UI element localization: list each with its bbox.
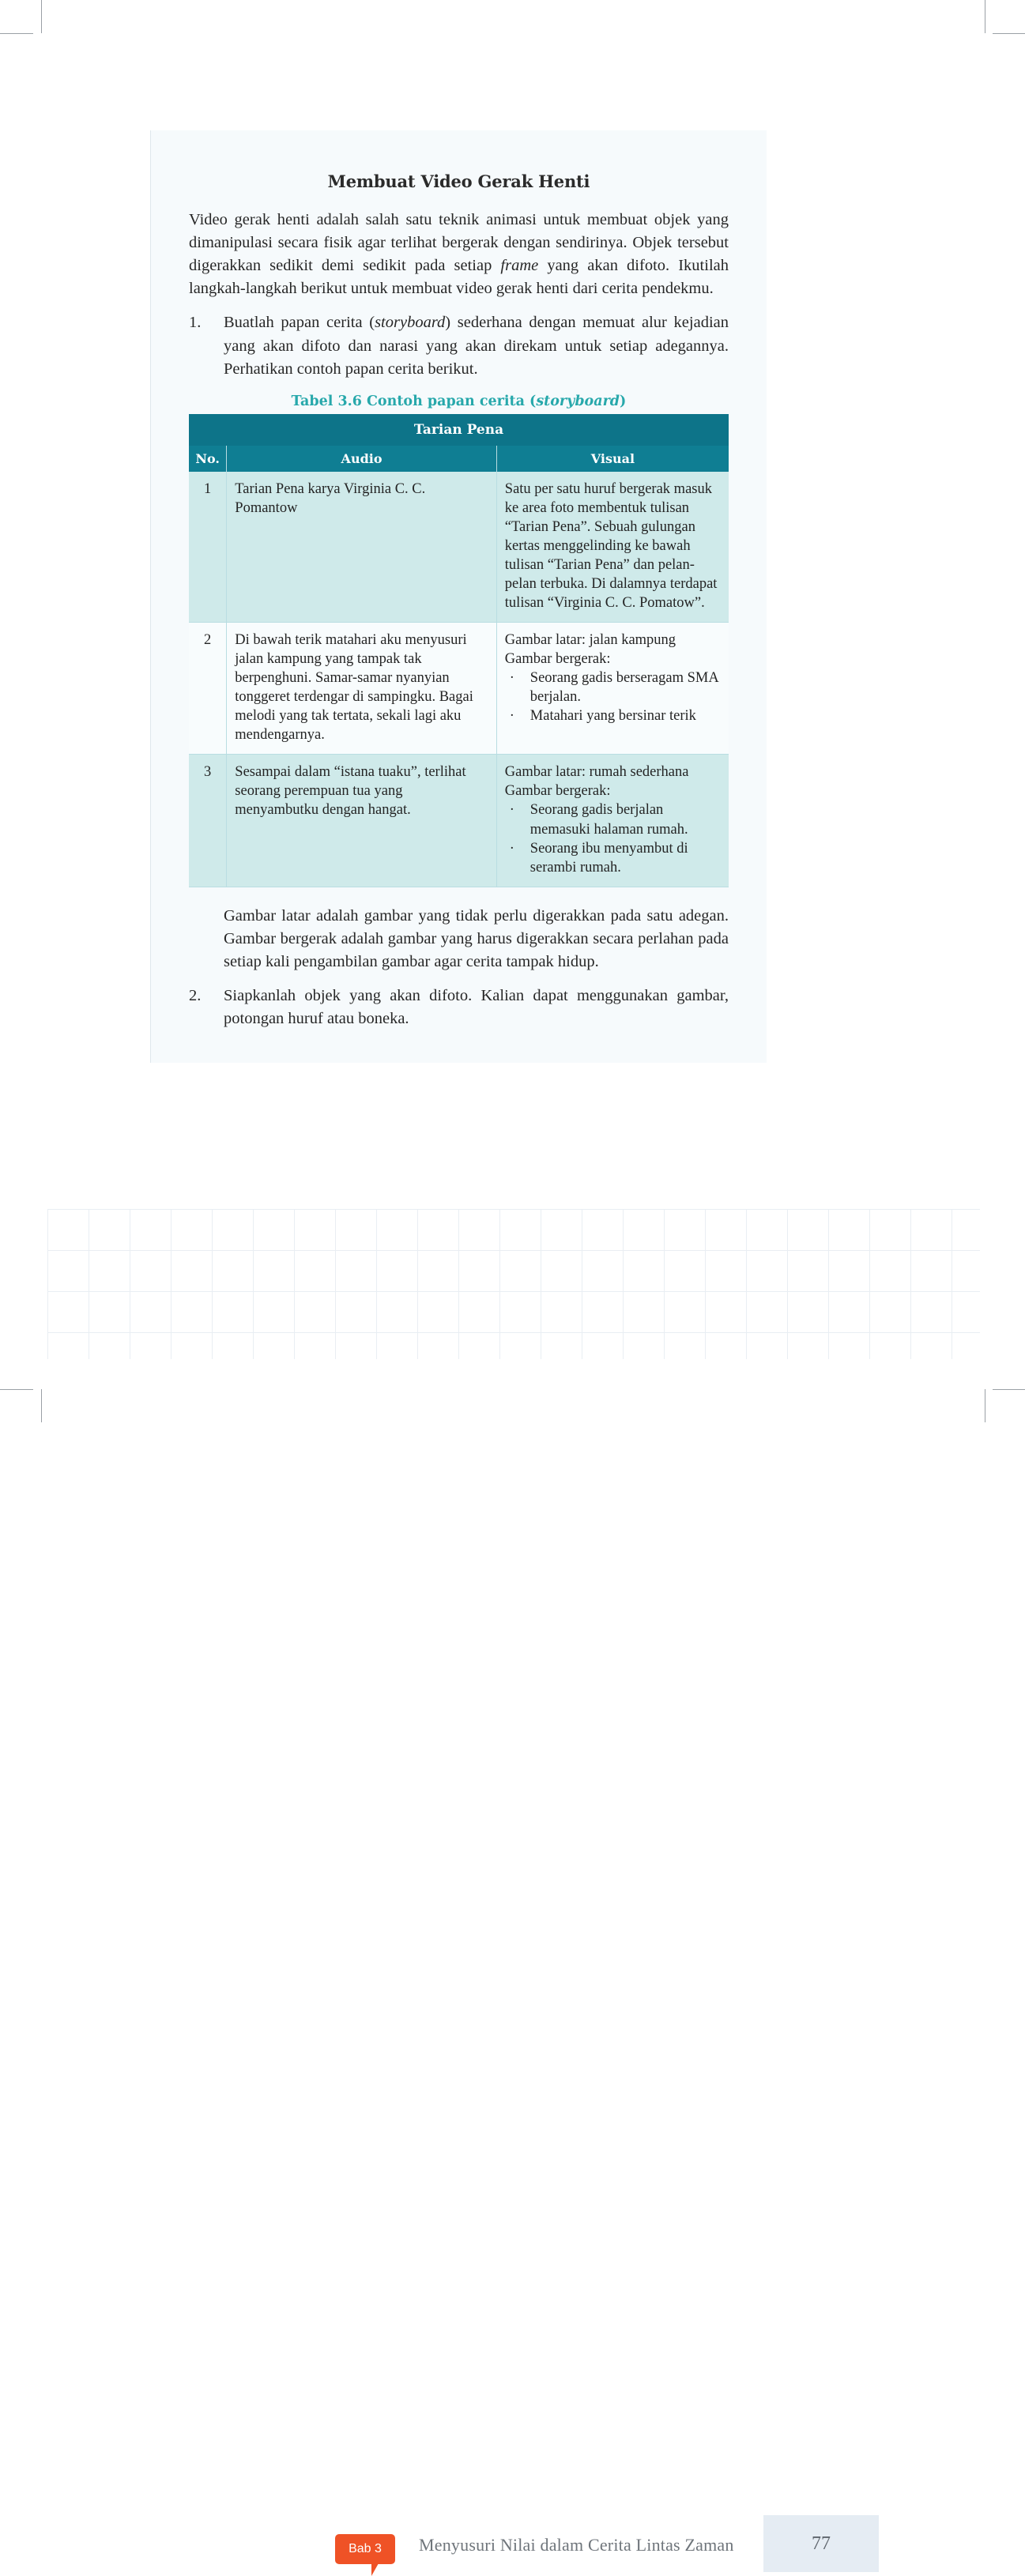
list-item	[505, 839, 721, 877]
list-item-2	[189, 985, 729, 1030]
bullet-dot-icon: ·	[509, 670, 514, 687]
row-1-audio: Tarian Pena karya Virginia C. C. Pomantow	[227, 472, 497, 623]
list-item-1-number: 1.	[189, 314, 202, 332]
list-item-2-text: Siapkanlah objek yang akan difoto. Kalian dapat menggunakan gambar, potongan huruf atau boneka.	[224, 986, 729, 1028]
table-caption-italic: storyboard	[536, 393, 620, 409]
column-header-visual: Visual	[496, 446, 729, 472]
page-number: 77	[812, 2533, 831, 2554]
list-item	[505, 800, 721, 838]
chapter-title-footer: Menyusuri Nilai dalam Cerita Lintas Zaman	[419, 2535, 734, 2555]
chapter-badge-tail-icon	[371, 2563, 386, 2576]
table-row	[189, 623, 729, 755]
crop-mark-bottom-right-horizontal	[993, 1389, 1025, 1390]
row-1-number: 1	[189, 472, 227, 623]
list-item-1-text-a: Buatlah papan cerita (	[224, 314, 375, 332]
row-2-visual-line-1: Gambar latar: jalan kampung	[504, 632, 676, 649]
row-3-visual	[496, 755, 729, 887]
list-item-1	[189, 311, 729, 380]
list-item-2-number: 2.	[189, 986, 202, 1004]
page-number-box	[763, 2515, 879, 2572]
table-band-title: Tarian Pena	[189, 414, 729, 446]
chapter-badge: Bab 3	[335, 2534, 395, 2564]
row-2-bullet-1: Seorang gadis berseragam SMA berjalan.	[529, 670, 718, 706]
row-3-bullet-2: Seorang ibu menyambut di serambi rumah.	[529, 840, 688, 876]
row-2-visual-line-2: Gambar bergerak:	[504, 651, 611, 668]
row-3-visual-bullets	[505, 800, 721, 876]
table-row	[189, 472, 729, 623]
row-2-visual-bullets	[505, 668, 721, 725]
row-2-number: 2	[189, 623, 227, 755]
note-paragraph: Gambar latar adalah gambar yang tidak perlu digerakkan pada satu adegan. Gambar bergerak adalah gambar yang harus digerakkan secara perlahan pada setiap kali pengambilan gambar agar cerita tampak hidup.	[224, 906, 729, 970]
table-row	[189, 755, 729, 887]
crop-mark-top-right-horizontal	[993, 33, 1025, 34]
page-content-panel	[150, 130, 767, 1063]
row-3-visual-line-1: Gambar latar: rumah sederhana	[504, 764, 689, 781]
list-item	[505, 668, 721, 706]
row-1-visual: Satu per satu huruf bergerak masuk ke area foto membentuk tulisan “Tarian Pena”. Sebuah gulungan kertas menggelinding ke bawah tulisan “Tarian Pena” dan pelan-pelan terbuka. Di dalamnya terdapat tulisan “Virginia C. C. Pomatow”.	[496, 472, 729, 623]
table-caption	[189, 394, 729, 409]
page-title: Membuat Video Gerak Henti	[327, 171, 590, 191]
crop-mark-bottom-left-horizontal	[0, 1389, 33, 1390]
row-2-bullet-2: Matahari yang bersinar terik	[529, 708, 696, 725]
row-2-audio: Di bawah terik matahari aku menyusuri jalan kampung yang tampak tak berpenghuni. Samar-samar nyanyian tonggeret terdengar di sampingku. Bagai melodi yang tak tertata, sekali lagi aku mendengarnya.	[227, 623, 497, 755]
intro-text-b: yang akan difoto. Ikutilah langkah-langkah berikut untuk membuat video gerak henti dari cerita pendekmu.	[189, 257, 729, 298]
list-item-1-text-b: ) sederhana dengan memuat alur kejadian yang akan difoto dan narasi yang akan direkam untuk setiap adegannya. Perhatikan contoh papan cerita berikut.	[224, 314, 729, 378]
bullet-dot-icon: ·	[509, 802, 514, 819]
intro-paragraph	[189, 209, 729, 300]
table-body	[189, 472, 729, 887]
column-header-no: No.	[189, 446, 227, 472]
crop-mark-top-left-vertical	[41, 0, 42, 33]
table-caption-b: )	[620, 393, 627, 409]
list-item	[505, 706, 721, 725]
column-header-audio: Audio	[227, 446, 497, 472]
row-2-visual	[496, 623, 729, 755]
table-band-row	[189, 414, 729, 446]
list-item-1-italic-storyboard: storyboard	[375, 314, 446, 332]
row-3-number: 3	[189, 755, 227, 887]
list-item-1-text	[224, 311, 729, 380]
table-caption-a: Tabel 3.6 Contoh papan cerita (	[291, 393, 537, 409]
content-column	[151, 130, 767, 1030]
storyboard-table	[189, 414, 729, 887]
bullet-dot-icon: ·	[509, 840, 514, 857]
page-footer	[0, 1256, 1025, 2555]
row-3-audio: Sesampai dalam “istana tuaku”, terlihat seorang perempuan tua yang menyambutku dengan hangat.	[227, 755, 497, 887]
row-3-visual-line-2: Gambar bergerak:	[504, 783, 611, 800]
table-head	[189, 414, 729, 472]
row-3-bullet-1: Seorang gadis berjalan memasuki halaman rumah.	[529, 802, 688, 838]
intro-italic-frame: frame	[500, 257, 539, 275]
crop-mark-top-left-horizontal	[0, 33, 33, 34]
table-header-row	[189, 446, 729, 472]
bullet-dot-icon: ·	[509, 708, 514, 725]
crop-mark-bottom-left-vertical	[41, 1389, 42, 1422]
intro-text-a: Video gerak henti adalah salah satu teknik animasi untuk membuat objek yang dimanipulasi secara fisik agar terlihat bergerak dengan sendirinya. Objek tersebut digerakkan sedikit demi sedikit pada setiap	[189, 211, 729, 275]
